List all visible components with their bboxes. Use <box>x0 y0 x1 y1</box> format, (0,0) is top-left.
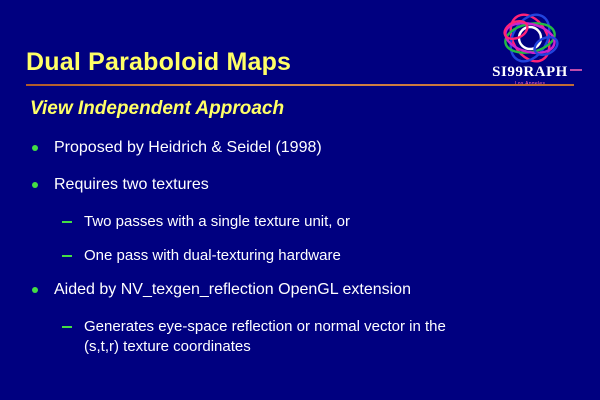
list-item <box>26 280 576 300</box>
siggraph-logo <box>474 8 586 94</box>
list-item <box>26 246 576 266</box>
bullet-list <box>26 138 576 371</box>
bullet-dot-icon <box>32 287 38 293</box>
siggraph-logo-text: SI99RAPH <box>492 64 568 80</box>
list-item <box>26 138 576 158</box>
list-item-text: One pass with dual-texturing hardware <box>84 247 341 264</box>
bullet-dot-icon <box>32 145 38 151</box>
list-item-text: Proposed by Heidrich & Seidel (1998) <box>54 139 322 156</box>
list-item-text: Aided by NV_texgen_reflection OpenGL extension <box>54 281 411 298</box>
bullet-dash-icon <box>62 255 72 257</box>
bullet-dash-icon <box>62 326 72 328</box>
bullet-dash-icon <box>62 221 72 223</box>
list-item <box>26 212 576 232</box>
list-item-text: Two passes with a single texture unit, or <box>84 213 350 230</box>
list-item-text: Generates eye-space reflection or normal vector in the <box>84 318 446 335</box>
slide-subtitle: View Independent Approach <box>30 98 285 119</box>
title-divider <box>26 84 574 86</box>
list-item <box>26 175 576 195</box>
list-item <box>26 317 576 357</box>
bullet-dot-icon <box>32 182 38 188</box>
list-item-text: Requires two textures <box>54 176 209 193</box>
list-item-text-continued: (s,t,r) texture coordinates <box>84 338 251 355</box>
page-title: Dual Paraboloid Maps <box>26 48 292 76</box>
